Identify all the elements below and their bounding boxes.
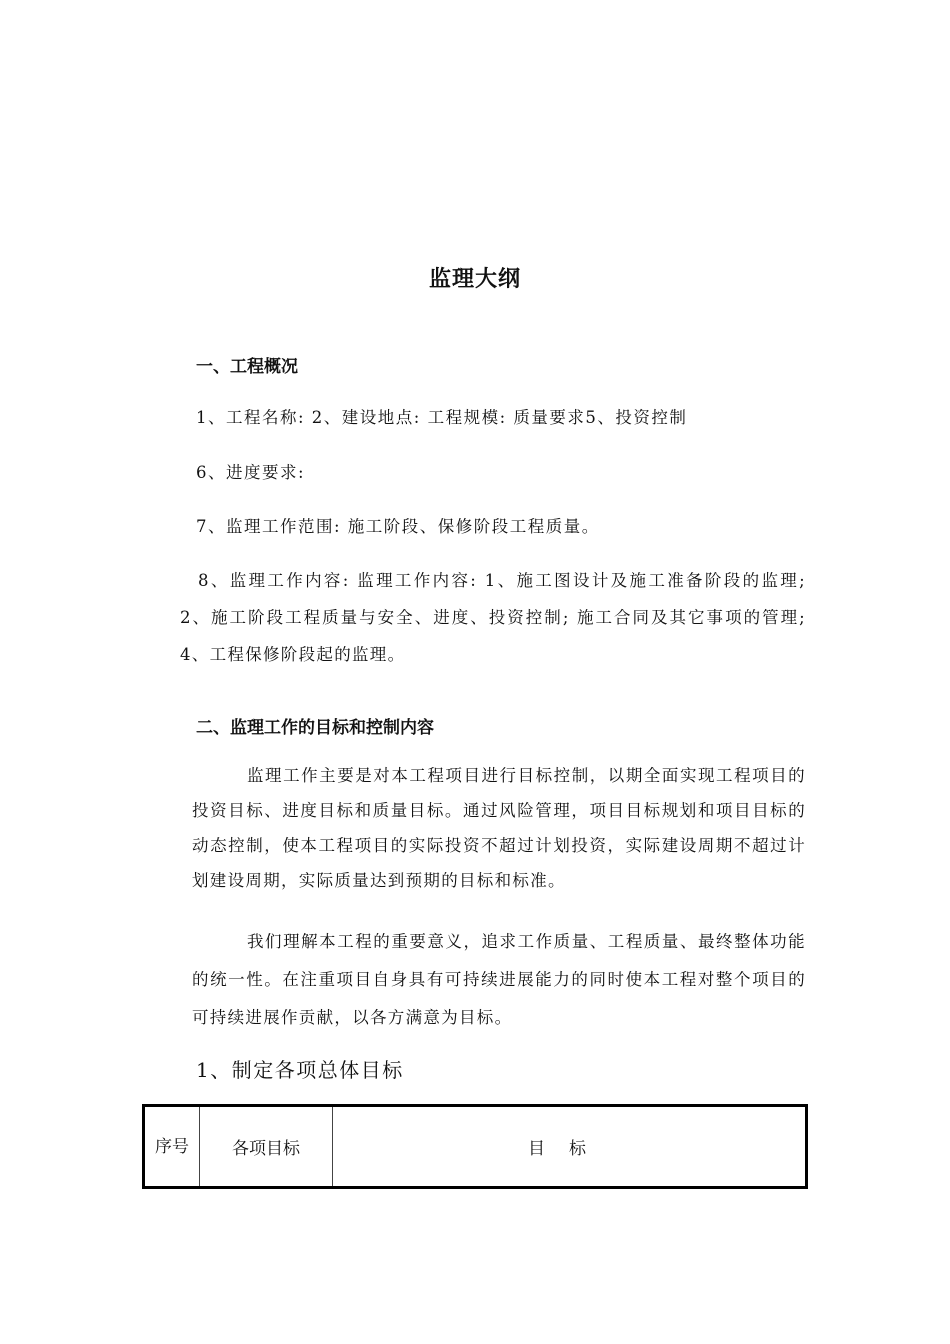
subheading-overall-targets: 1、制定各项总体目标: [196, 1058, 404, 1082]
overview-line-1: 1、工程名称: 2、建设地点: 工程规模: 质量要求5、投资控制: [196, 408, 688, 427]
table-header-number: 序号: [144, 1106, 200, 1188]
table-header-item: 各项目标: [200, 1106, 333, 1188]
section-heading-objectives: 二、监理工作的目标和控制内容: [196, 718, 434, 738]
targets-table: [142, 1104, 808, 1189]
overview-line-progress: 6、进度要求:: [196, 463, 306, 482]
table-header-row: [144, 1106, 807, 1188]
overview-paragraph-content: 8、监理工作内容: 监理工作内容: 1、施工图设计及施工准备阶段的监理; 2、施工阶段工程质量与安全、进度、投资控制; 施工合同及其它事项的管理; 4、工程保修阶段起的监理。: [180, 571, 806, 664]
document-title: 监理大纲: [428, 267, 521, 292]
section-heading-overview: 一、工程概况: [196, 357, 298, 377]
table-header-target: 目标: [333, 1106, 807, 1188]
objectives-paragraph-2: 我们理解本工程的重要意义，追求工作质量、工程质量、最终整体功能的统一性。在注重项目自身具有可持续进展能力的同时使本工程对整个项目的可持续进展作贡献，以各方满意为目标。: [192, 932, 806, 1027]
overview-line-scope: 7、监理工作范围: 施工阶段、保修阶段工程质量。: [196, 517, 600, 536]
objectives-paragraph-1: 监理工作主要是对本工程项目进行目标控制，以期全面实现工程项目的投资目标、进度目标和质量目标。通过风险管理，项目目标规划和项目目标的动态控制，使本工程项目的实际投资不超过计划投资，实际建设周期不超过计划建设周期，实际质量达到预期的目标和标准。: [192, 766, 806, 890]
